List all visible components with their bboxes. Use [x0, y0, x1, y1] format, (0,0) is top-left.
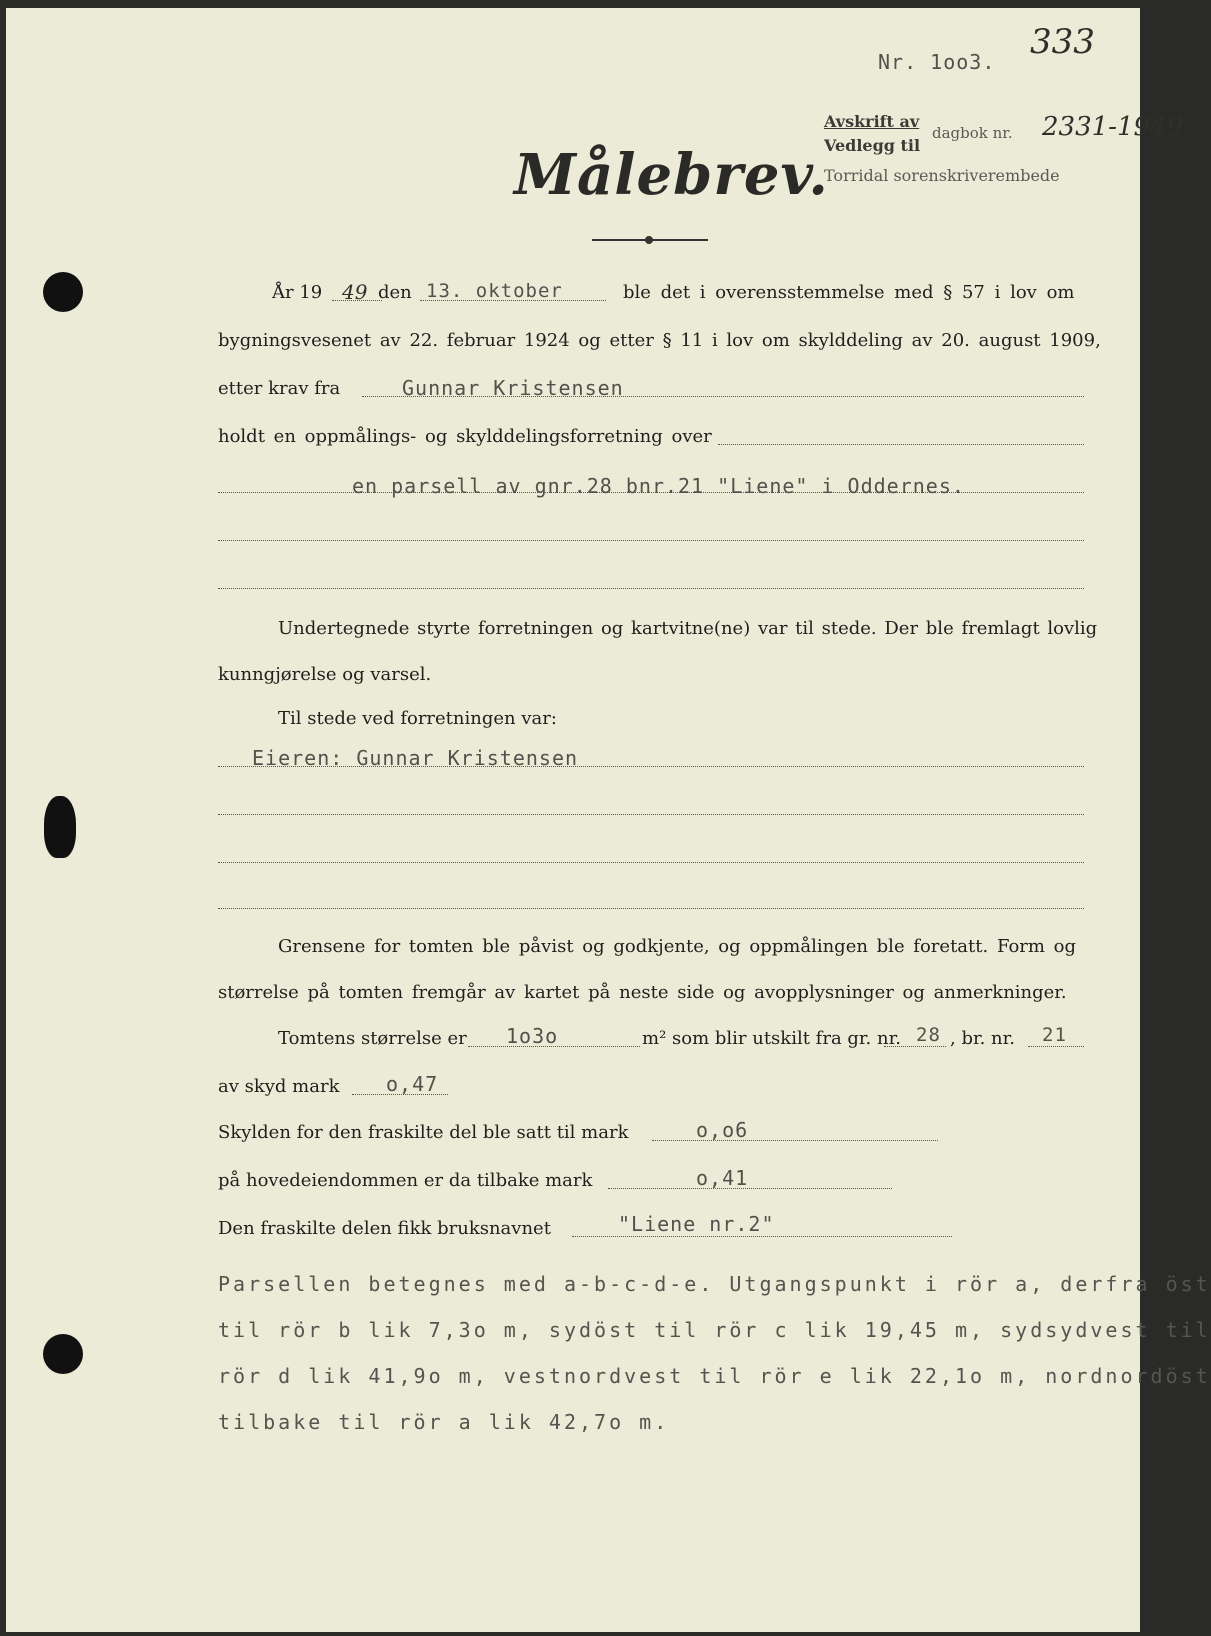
- note-line-3: rör d lik 41,9o m, vestnordvest til rör e lik 22,1o m, nordnordöst: [218, 1364, 1211, 1388]
- gnr-field-line: [884, 1046, 946, 1047]
- area-field-value: 1o3o: [506, 1024, 559, 1048]
- attendee-field-line-3: [218, 862, 1084, 863]
- stamp-line-2: [824, 136, 920, 155]
- text-til-stede: Til stede ved forretningen var:: [278, 708, 557, 729]
- blank-line-2: [218, 588, 1084, 589]
- punch-hole-top: [43, 272, 83, 312]
- stamp-label-vedlegg: Vedlegg til: [824, 136, 921, 155]
- text-grensene: Grensene for tomten ble påvist og godkjente, og oppmålingen ble foretatt. Form og: [278, 936, 1077, 957]
- skyd-field-value: o,47: [386, 1072, 439, 1096]
- text-line2: bygningsvesenet av 22. februar 1924 og etter § 11 i lov om skylddeling av 20. august 1909,: [218, 330, 1101, 351]
- bnr-field-line: [1028, 1046, 1084, 1047]
- bruksnavn-field-line: [572, 1236, 952, 1237]
- hoved-field-line: [608, 1188, 892, 1189]
- bnr-field-value: 21: [1042, 1024, 1067, 1046]
- attendee-field-value: Eieren: Gunnar Kristensen: [252, 746, 579, 770]
- stamp-dagbok-label: dagbok nr.: [932, 124, 1013, 142]
- stamp-dagbok-number: 2331-1949: [1042, 112, 1184, 142]
- attendee-field-line-2: [218, 814, 1084, 815]
- stamp-office: Torridal sorenskriverembede: [824, 166, 1060, 185]
- text-holdt: holdt en oppmålings- og skylddelingsforretning over: [218, 426, 712, 447]
- document-title: Målebrev.: [514, 142, 829, 208]
- text-skyd-mark: av skyd mark: [218, 1076, 340, 1097]
- text-bruksnavnet: Den fraskilte delen fikk bruksnavnet: [218, 1218, 551, 1239]
- text-den: den: [378, 282, 412, 303]
- text-hovedeiendommen: på hovedeiendommen er da tilbake mark: [218, 1170, 593, 1191]
- skylden-field-line: [652, 1140, 938, 1141]
- note-line-1: Parsellen betegnes med a-b-c-d-e. Utgangspunkt i rör a, derfra öst: [218, 1272, 1211, 1296]
- text-storrelse: størrelse på tomten fremgår av kartet på neste side og avopplysninger og anmerkninger.: [218, 982, 1067, 1003]
- text-line1-rest: ble det i overensstemmelse med § 57 i lov om: [623, 282, 1075, 303]
- punch-hole-middle: [44, 796, 76, 858]
- text-undertegnede: Undertegnede styrte forretningen og kartvitne(ne) var til stede. Der ble fremlagt lovlig: [278, 618, 1098, 639]
- text-m2-utskilt: m² som blir utskilt fra gr. nr.: [642, 1028, 901, 1049]
- stamp-label-avskrift: Avskrift av: [824, 112, 920, 131]
- note-line-4: tilbake til rör a lik 42,7o m.: [218, 1410, 670, 1434]
- claimant-field-value: Gunnar Kristensen: [402, 376, 624, 400]
- holdt-field-line: [718, 444, 1084, 445]
- hoved-field-value: o,41: [696, 1166, 749, 1190]
- text-etter-krav-fra: etter krav fra: [218, 378, 341, 399]
- blank-line-1: [218, 540, 1084, 541]
- parcel-field-value: en parsell av gnr.28 bnr.21 "Liene" i Oddernes.: [352, 474, 965, 498]
- document-page: [6, 8, 1211, 1632]
- text-tomtens: Tomtens størrelse er: [278, 1028, 467, 1049]
- text-ar-19: År 19: [272, 282, 323, 303]
- document-number: Nr. 1oo3.: [878, 50, 996, 74]
- text-kunngjorelse: kunngjørelse og varsel.: [218, 664, 432, 685]
- year-field-value: 49: [342, 280, 368, 304]
- note-line-2: til rör b lik 7,3o m, sydöst til rör c lik 19,45 m, sydsydvest til: [218, 1318, 1211, 1342]
- stamp-line-1: [824, 112, 919, 131]
- punch-hole-bottom: [43, 1334, 83, 1374]
- page-number: 333: [1030, 22, 1095, 62]
- text-br-nr: , br. nr.: [950, 1028, 1015, 1049]
- title-divider-dot: [645, 236, 653, 244]
- text-skylden: Skylden for den fraskilte del ble satt til mark: [218, 1122, 629, 1143]
- bruksnavn-field-value: "Liene nr.2": [618, 1212, 775, 1236]
- gnr-field-value: 28: [916, 1024, 941, 1046]
- skylden-field-value: o,o6: [696, 1118, 749, 1142]
- date-field-value: 13. oktober: [426, 280, 563, 302]
- attendee-field-line-4: [218, 908, 1084, 909]
